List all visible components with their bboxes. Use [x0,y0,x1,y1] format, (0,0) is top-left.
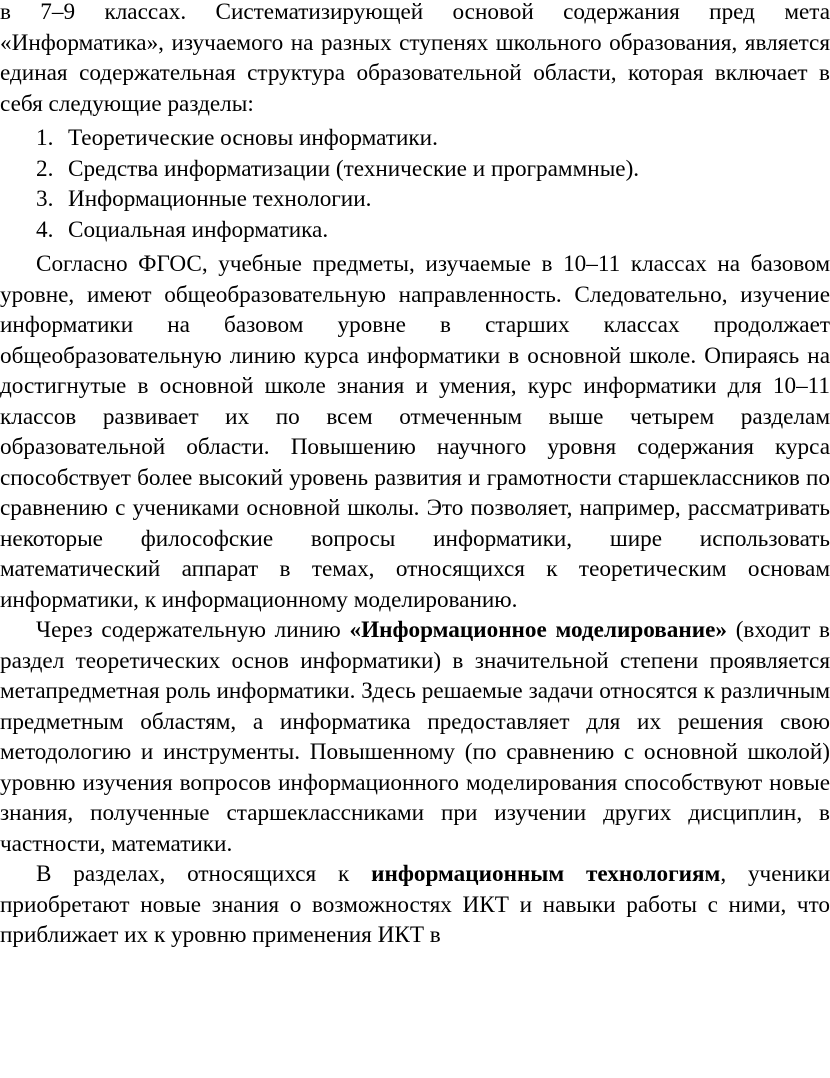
paragraph-fgos: Согласно ФГОС, учебные предметы, изучаемые в 10–11 классах на базовом уровне, имеют общеобразовательную направленность. Следовательно, изучение информатики на базовом уровне в старших классах продолжает общеобразовательную линию курса информатики в основной школе. Опираясь на достигнутые в основной школе знания и умения, курс информатики для 10–11 классов развивает их по всем отмеченным выше четырем разделам образовательной области. Повышению научного уровня содержания курса способствует более высокий уровень развития и грамотности старшеклассников по сравнению с учениками основной школы. Это позволяет, например, рассматривать некоторые философские вопросы информатики, шире использовать математический аппарат в темах, относящихся к теоретическим основам информатики, к информационному моделированию. [0,251,830,613]
list-item [0,215,830,246]
list-item-text: Средства информатизации (технические и программные). [68,155,640,182]
paragraph-technologies-body: , ученики приобретают новые знания о возможностях ИКТ и навыки работы с ними, что приближает их к уровню применения ИКТ в [0,861,830,948]
list-item-number: 2. [36,155,54,182]
list-item-number: 1. [36,125,54,151]
emphasis-technologies: информационным технологиям [371,861,721,887]
paragraph-technologies [0,859,830,951]
list-item [0,154,830,185]
list-item [0,123,830,154]
sections-list [0,123,830,245]
paragraph-modeling-body: (входит в раздел теоретических основ информатики) в значительной степени проявляется метапредметная роль информатики. Здесь решаемые задачи относятся к различным предметным областям, а информатика предоставляет для их решения свою методологию и инструменты. Повышенному (по сравнению с основной школой) уровню изучения вопросов информационного моделирования способствуют новые знания, полученные старшеклассниками при изучении других дисциплин, в частности, математики. [0,617,830,857]
list-item-number: 3. [36,186,54,212]
paragraph-modeling [0,615,830,859]
list-item-text: Теоретические основы информатики. [68,125,438,151]
paragraph-intro: в 7–9 классах. Систематизирующей основой содержания пред мета «Информатика», изучаемого на разных ступенях школьного образования, является единая содержательная структура образовательной области, которая включает в себя следующие разделы: [0,0,830,117]
paragraph-technologies-lead: В разделах, относящихся к [36,861,372,887]
list-item-text: Социальная информатика. [68,216,329,243]
paragraph-modeling-lead: Через содержательную линию [36,617,350,643]
list-item-number: 4. [36,216,54,243]
list-item-text: Информационные технологии. [68,186,372,212]
list-item [0,184,830,215]
emphasis-modeling: «Информационное моделирование» [349,617,727,643]
